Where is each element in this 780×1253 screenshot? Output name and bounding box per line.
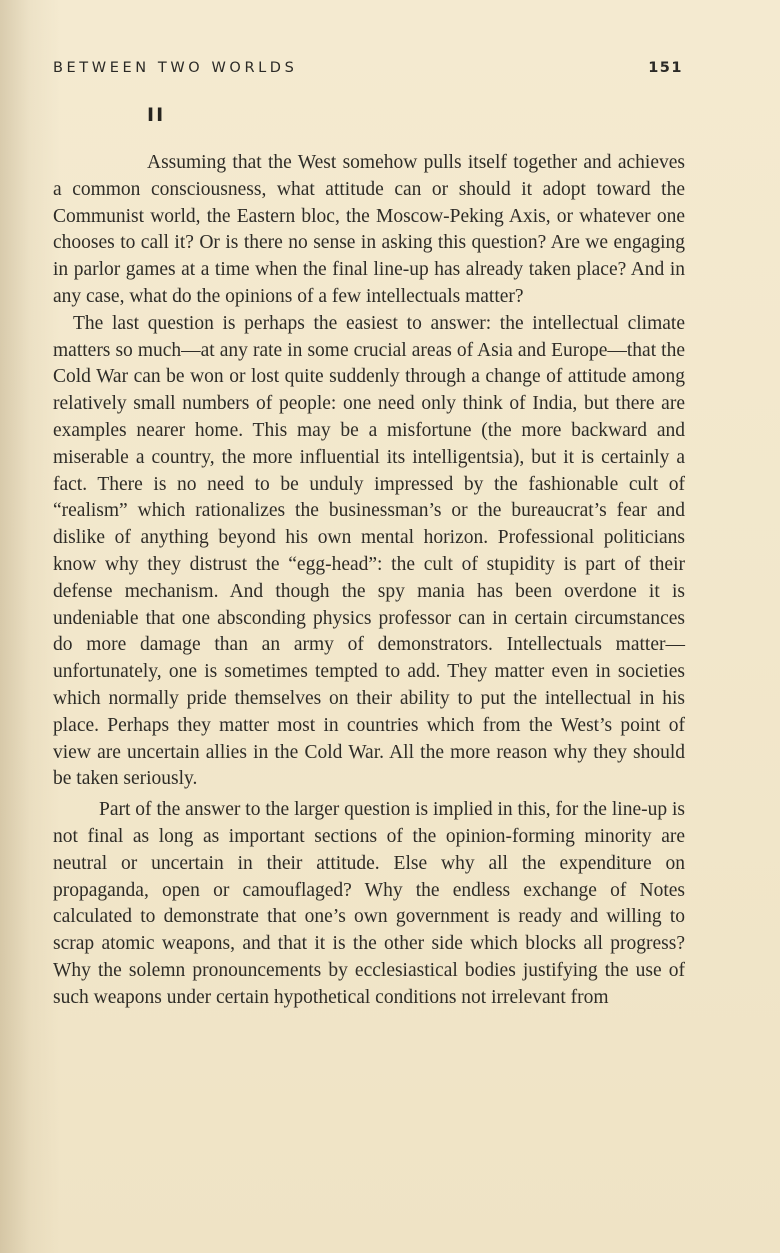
page-number: 151 xyxy=(648,60,683,76)
section-number: II xyxy=(147,104,166,126)
running-title: BETWEEN TWO WORLDS xyxy=(53,60,298,76)
running-head xyxy=(53,60,683,84)
paragraph: Part of the answer to the larger question is implied in this, for the line-up is not final as long as important sections of the opinion-forming minority are neutral or uncertain in their attitude. Else why all the expenditure on propaganda, open or camouflaged? Why the endless exchange of Notes calculated to demonstrate that one’s own government is ready and willing to scrap atomic weapons, and that it is the other side which blocks all progress? Why the solemn pronouncements by ecclesiastical bodies justifying the use of such weapons under certain hypothetical conditions not irrelevant from xyxy=(53,799,685,1008)
paragraph: The last question is perhaps the easiest to answer: the intellectual climate matters so much—at any rate in some crucial areas of Asia and Europe—that the Cold War can be won or lost quite suddenly through a change of attitude among relatively small numbers of people: one need only think of India, but there are examples nearer home. This may be a misfortune (the more backward and miserable a country, the more influential its intelligentsia), but it is certainly a fact. There is no need to be unduly impressed by the fashionable cult of “realism” which rationalizes the businessman’s or the bureaucrat’s fear and dislike of anything beyond his own mental horizon. Professional politicians know why they distrust the “egg-head”: the cult of stupidity is part of their defense mechanism. And though the spy mania has been overdone it is undeniable that one absconding physics professor can in certain circumstances do more damage than an army of demonstrators. Intellectuals matter—unfortunately, one is sometimes tempted to add. They matter even in societies which normally pride themselves on their ability to put the intellectual in his place. Perhaps they matter most in countries which from the West’s point of view are uncertain allies in the Cold War. All the more reason why they should be taken seriously. xyxy=(53,312,685,790)
paragraph: Assuming that the West somehow pulls itself together and achieves a common consciousness, what attitude can or should it adopt toward the Communist world, the Eastern bloc, the Moscow-Peking Axis, or whatever one chooses to call it? Or is there no sense in asking this question? Are we engaging in parlor games at a time when the final line-up has already taken place? And in any case, what do the opinions of a few intellectuals matter? xyxy=(53,152,685,307)
body-text xyxy=(53,150,685,1012)
